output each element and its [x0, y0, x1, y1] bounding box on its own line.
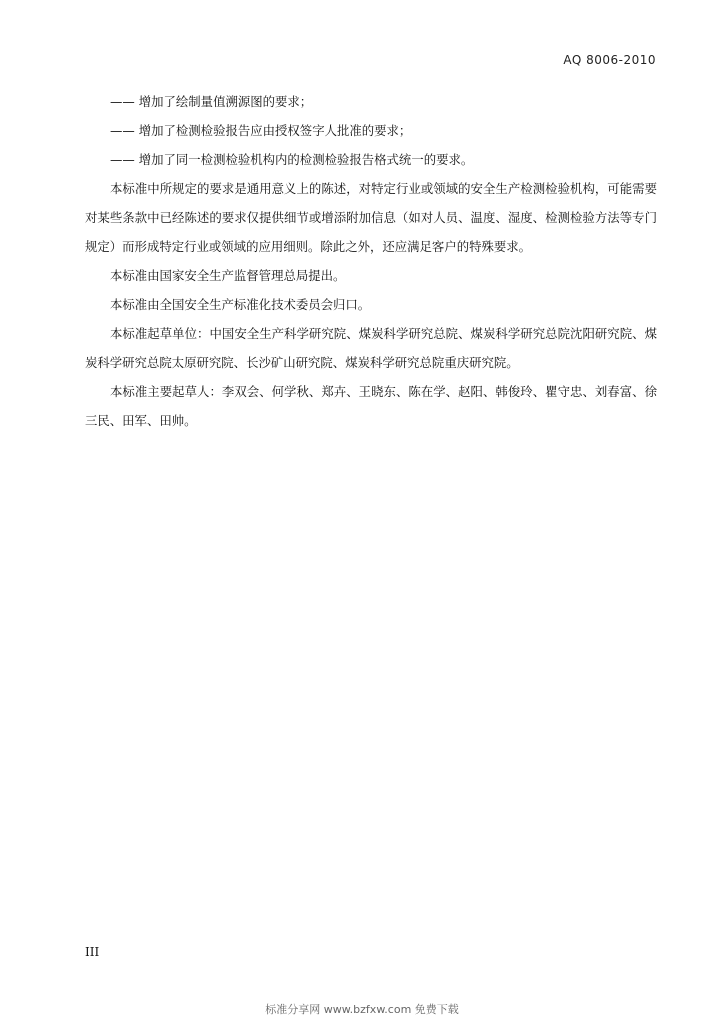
footer-watermark: 标准分享网 www.bzfxw.com 免费下载 — [265, 1003, 459, 1016]
paragraph-drafting-units: 本标准起草单位：中国安全生产科学研究院、煤炭科学研究总院、煤炭科学研究总院沈阳研究院、煤炭科学研究总院太原研究院、长沙矿山研究院、煤炭科学研究总院重庆研究院。 — [85, 326, 657, 370]
paragraph-proposer: 本标准由国家安全生产监督管理总局提出。 — [110, 268, 346, 283]
standard-code-header: AQ 8006-2010 — [563, 53, 656, 67]
paragraph-main-drafters: 本标准主要起草人：李双会、何学秋、郑卉、王晓东、陈在学、赵阳、韩俊玲、瞿守忠、刘春富、徐三民、田军、田帅。 — [85, 384, 657, 428]
page-number: III — [85, 945, 100, 959]
paragraph-centralized-by: 本标准由全国安全生产标准化技术委员会归口。 — [110, 297, 371, 312]
paragraph-scope-note: 本标准中所规定的要求是通用意义上的陈述，对特定行业或领域的安全生产检测检验机构，可能需要对某些条款中已经陈述的要求仅提供细节或增添附加信息（如对人员、温度、湿度、检测检验方法等专门规定）而形成特定行业或领域的应用细则。除此之外，还应满足客户的特殊要求。 — [85, 181, 657, 254]
dash-item: —— 增加了同一检测检验机构内的检测检验报告格式统一的要求。 — [110, 152, 474, 167]
dash-item: —— 增加了检测检验报告应由授权签字人批准的要求； — [110, 123, 412, 138]
body-text — [85, 87, 657, 435]
dash-item: —— 增加了绘制量值溯源图的要求； — [110, 94, 313, 109]
